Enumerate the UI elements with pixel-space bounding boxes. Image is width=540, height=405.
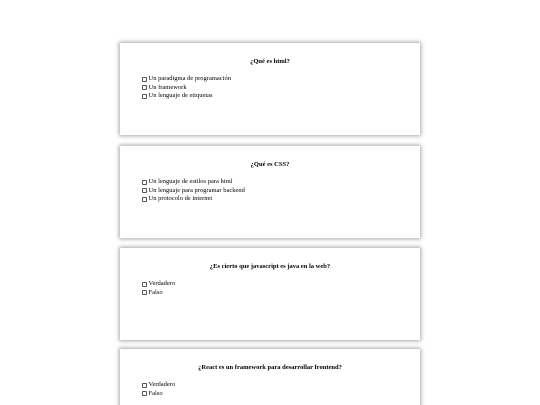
question-text: ¿Qué es html? [250, 58, 290, 65]
question-card [120, 248, 420, 340]
option-label: Verdadero [148, 381, 176, 389]
option-label: Un protocolo de internet [148, 195, 213, 203]
checkbox[interactable] [142, 197, 147, 202]
question-card [120, 349, 420, 405]
answer-option[interactable] [142, 92, 231, 101]
answer-option[interactable] [142, 195, 245, 204]
answer-option[interactable] [142, 289, 175, 298]
question-text: ¿Es cierto que javascript es java en la web? [209, 263, 331, 270]
options-list [142, 178, 245, 204]
checkbox[interactable] [142, 77, 147, 82]
options-list [142, 280, 175, 297]
answer-option[interactable] [142, 280, 175, 289]
checkbox[interactable] [142, 188, 147, 193]
question-text: ¿React es un framework para desarrollar frontend? [198, 364, 342, 371]
checkbox[interactable] [142, 391, 147, 396]
option-label: Un paradigma de programación [148, 75, 231, 83]
answer-option[interactable] [142, 390, 175, 399]
answer-option[interactable] [142, 84, 231, 93]
answer-option[interactable] [142, 75, 231, 84]
option-label: Un lenguaje de estilos para html [148, 178, 233, 186]
answer-option[interactable] [142, 187, 245, 196]
answer-option[interactable] [142, 381, 175, 390]
checkbox[interactable] [142, 290, 147, 295]
options-list [142, 75, 231, 101]
answer-option[interactable] [142, 178, 245, 187]
question-text: ¿Qué es CSS? [250, 161, 290, 168]
options-list [142, 381, 175, 398]
checkbox[interactable] [142, 94, 147, 99]
option-label: Un lenguaje para programar backend [148, 186, 245, 194]
checkbox[interactable] [142, 180, 147, 185]
option-label: Un lenguaje de etiquetas [148, 92, 213, 100]
option-label: Falso [148, 288, 163, 296]
option-label: Verdadero [148, 280, 176, 288]
option-label: Un framework [148, 83, 187, 91]
checkbox[interactable] [142, 383, 147, 388]
checkbox[interactable] [142, 282, 147, 287]
question-card [120, 146, 420, 238]
checkbox[interactable] [142, 85, 147, 90]
option-label: Falso [148, 389, 163, 397]
question-card [120, 43, 420, 135]
